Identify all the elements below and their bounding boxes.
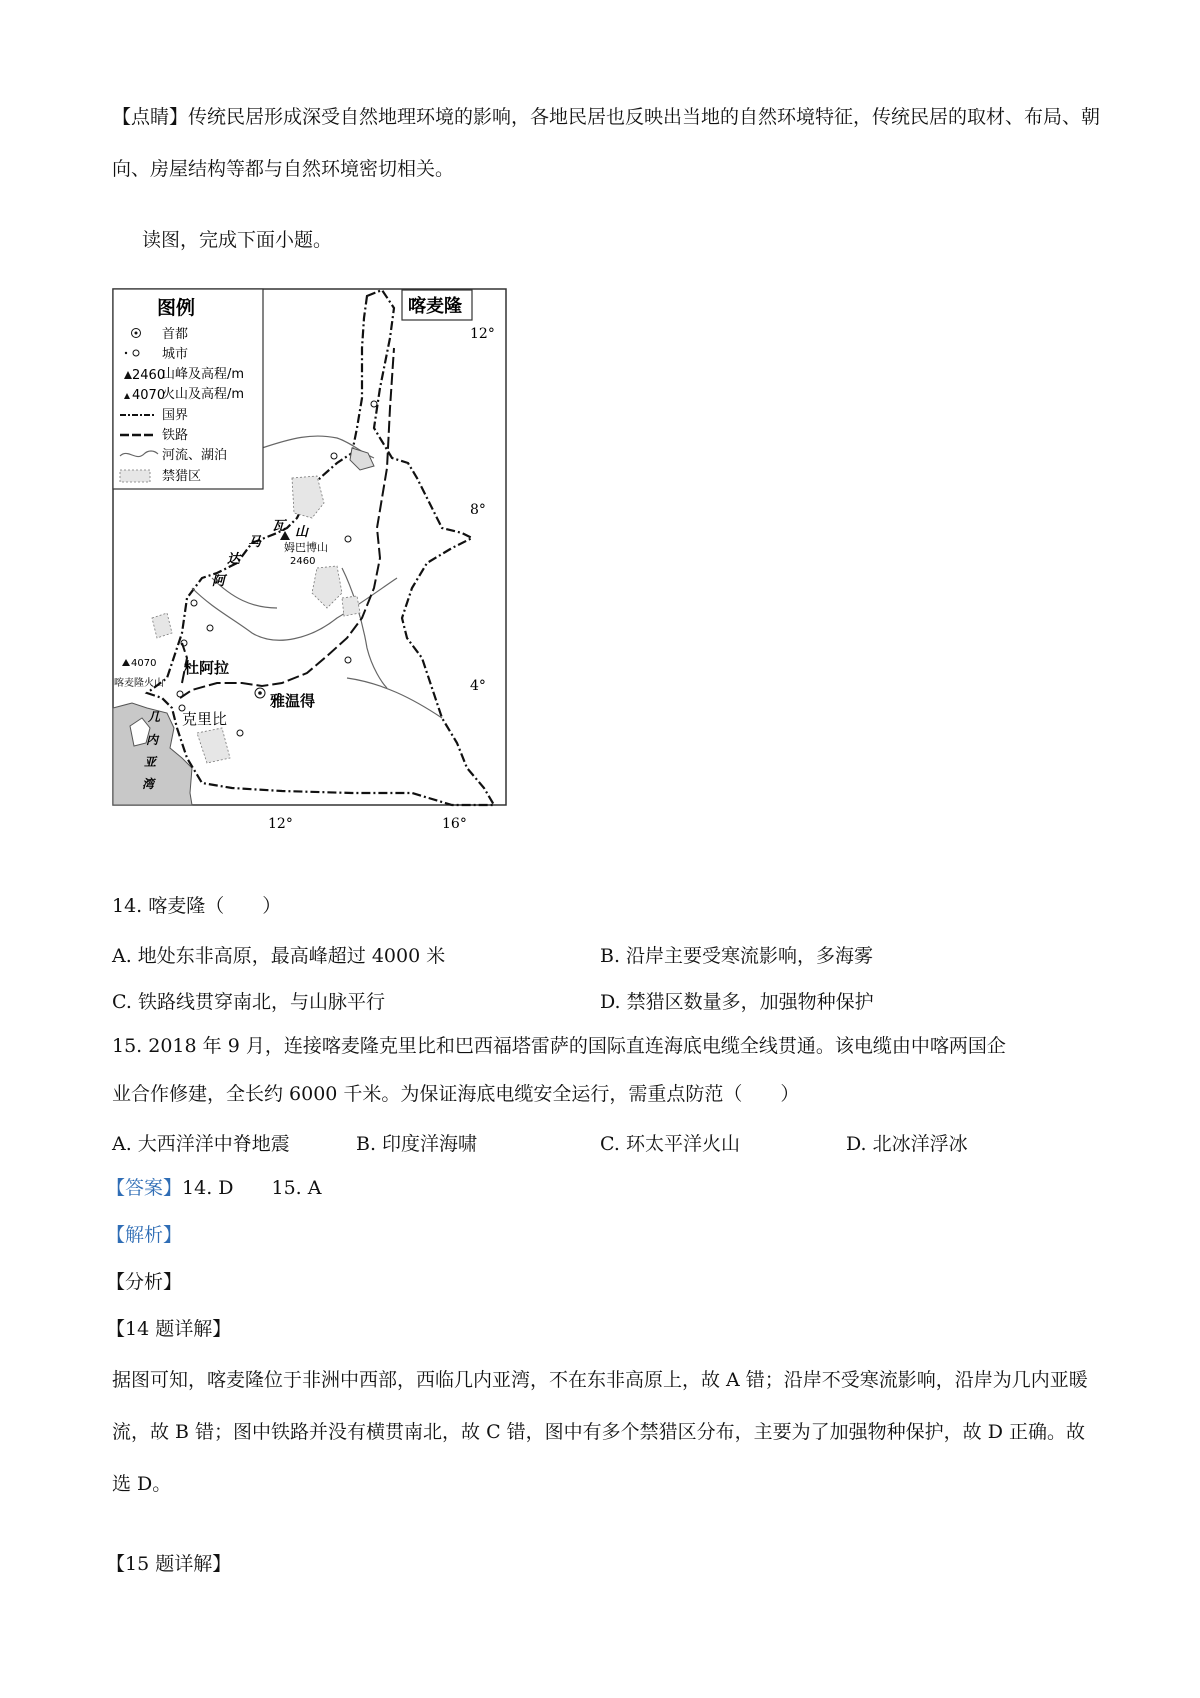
detail14-text: 据图可知，喀麦隆位于非洲中西部，西临几内亚湾，不在东非高原上，故 A 错；沿岸不受寒流影响，沿岸为几内亚暖流，故 B 错；图中铁路并没有横贯南北，故 C 错，图中有多个禁猎区分布，主要为了加强物种保护，故 D 正确。故选 D。 — [112, 1369, 1088, 1495]
label-city-kribi: 克里比 — [182, 710, 228, 728]
lon-label-16: 16° — [442, 816, 467, 832]
answer-label: 【答案】 — [106, 1177, 183, 1199]
q14-option-a: A. 地处东非高原，最高峰超过 4000 米 — [112, 945, 446, 967]
detail14-heading: 【14 题详解】 — [106, 1318, 232, 1340]
q15-option-c: C. 环太平洋火山 — [600, 1133, 740, 1155]
lon-label-12: 12° — [268, 816, 293, 832]
legend-reserve: 禁猎区 — [162, 469, 202, 484]
dianjing-label: 【点睛】 — [112, 106, 189, 128]
jiexi-heading: 【解析】 — [106, 1224, 183, 1246]
cameroon-map — [112, 288, 544, 883]
dianjing-paragraph — [112, 91, 1102, 195]
label-city-duala: 杜阿拉 — [184, 659, 230, 677]
dianjing-text: 传统民居形成深受自然地理环境的影响，各地民居也反映出当地的自然环境特征，传统民居的取材、布局、朝向、房屋结构等都与自然环境密切相关。 — [112, 106, 1101, 180]
fenxi-heading: 【分析】 — [106, 1271, 183, 1293]
lat-label-4: 4° — [470, 678, 486, 694]
legend-number-4070: 4070 — [132, 388, 166, 403]
label-mountain-d: 瓦 — [272, 519, 286, 534]
label-gulf-4: 湾 — [142, 777, 155, 791]
label-mountain-e: 山 — [295, 525, 309, 540]
label-volcano: 喀麦隆火山 — [114, 678, 164, 689]
q14-stem: 14. 喀麦隆（ ） — [112, 895, 282, 917]
map-title: 喀麦隆 — [408, 296, 462, 317]
lat-label-12: 12° — [470, 326, 495, 342]
label-capital: 雅温得 — [270, 692, 316, 710]
reserve-symbol-icon — [120, 470, 150, 482]
answer-text: 14. D 15. A — [182, 1177, 322, 1199]
detail15-heading: 【15 题详解】 — [106, 1553, 232, 1575]
legend-title: 图例 — [157, 297, 196, 319]
q15-stem-line1: 15. 2018 年 9 月，连接喀麦隆克里比和巴西福塔雷萨的国际直连海底电缆全线贯通。该电缆由中喀两国企 — [112, 1035, 1006, 1057]
label-peak-elev: 2460 — [290, 556, 316, 567]
label-gulf-3: 亚 — [144, 755, 157, 769]
label-gulf-2: 内 — [146, 733, 159, 747]
legend-railway: 铁路 — [162, 428, 189, 443]
q14-option-d: D. 禁猎区数量多，加强物种保护 — [600, 991, 874, 1013]
legend-city: 城市 — [162, 347, 189, 362]
legend-border: 国界 — [162, 408, 189, 423]
legend-peak: 山峰及高程/m — [162, 367, 245, 382]
legend-capital: 首都 — [162, 327, 189, 342]
label-mountain-a: 阿 — [212, 574, 226, 589]
legend-river-lake: 河流、湖泊 — [162, 448, 228, 463]
label-peak: 姆巴博山 — [284, 541, 328, 554]
q15-stem-line2: 业合作修建，全长约 6000 千米。为保证海底电缆安全运行，需重点防范（ ） — [112, 1083, 800, 1105]
legend-volcano: 火山及高程/m — [162, 387, 245, 402]
label-gulf-1: 几 — [148, 710, 161, 724]
q14-option-c: C. 铁路线贯穿南北，与山脉平行 — [112, 991, 385, 1013]
legend-number-2460: 2460 — [132, 368, 166, 383]
label-volcano-elev: 4070 — [131, 658, 157, 669]
lat-label-8: 8° — [470, 502, 486, 518]
label-mountain-b: 达 — [227, 552, 241, 567]
label-mountain-c: 马 — [248, 535, 262, 550]
q15-option-d: D. 北冰洋浮冰 — [846, 1133, 968, 1155]
q15-option-b: B. 印度洋海啸 — [356, 1133, 478, 1155]
q15-option-a: A. 大西洋洋中脊地震 — [112, 1133, 290, 1155]
read-prompt: 读图，完成下面小题。 — [142, 229, 333, 251]
answer-line — [106, 1176, 321, 1201]
q14-option-b: B. 沿岸主要受寒流影响，多海雾 — [600, 945, 874, 967]
